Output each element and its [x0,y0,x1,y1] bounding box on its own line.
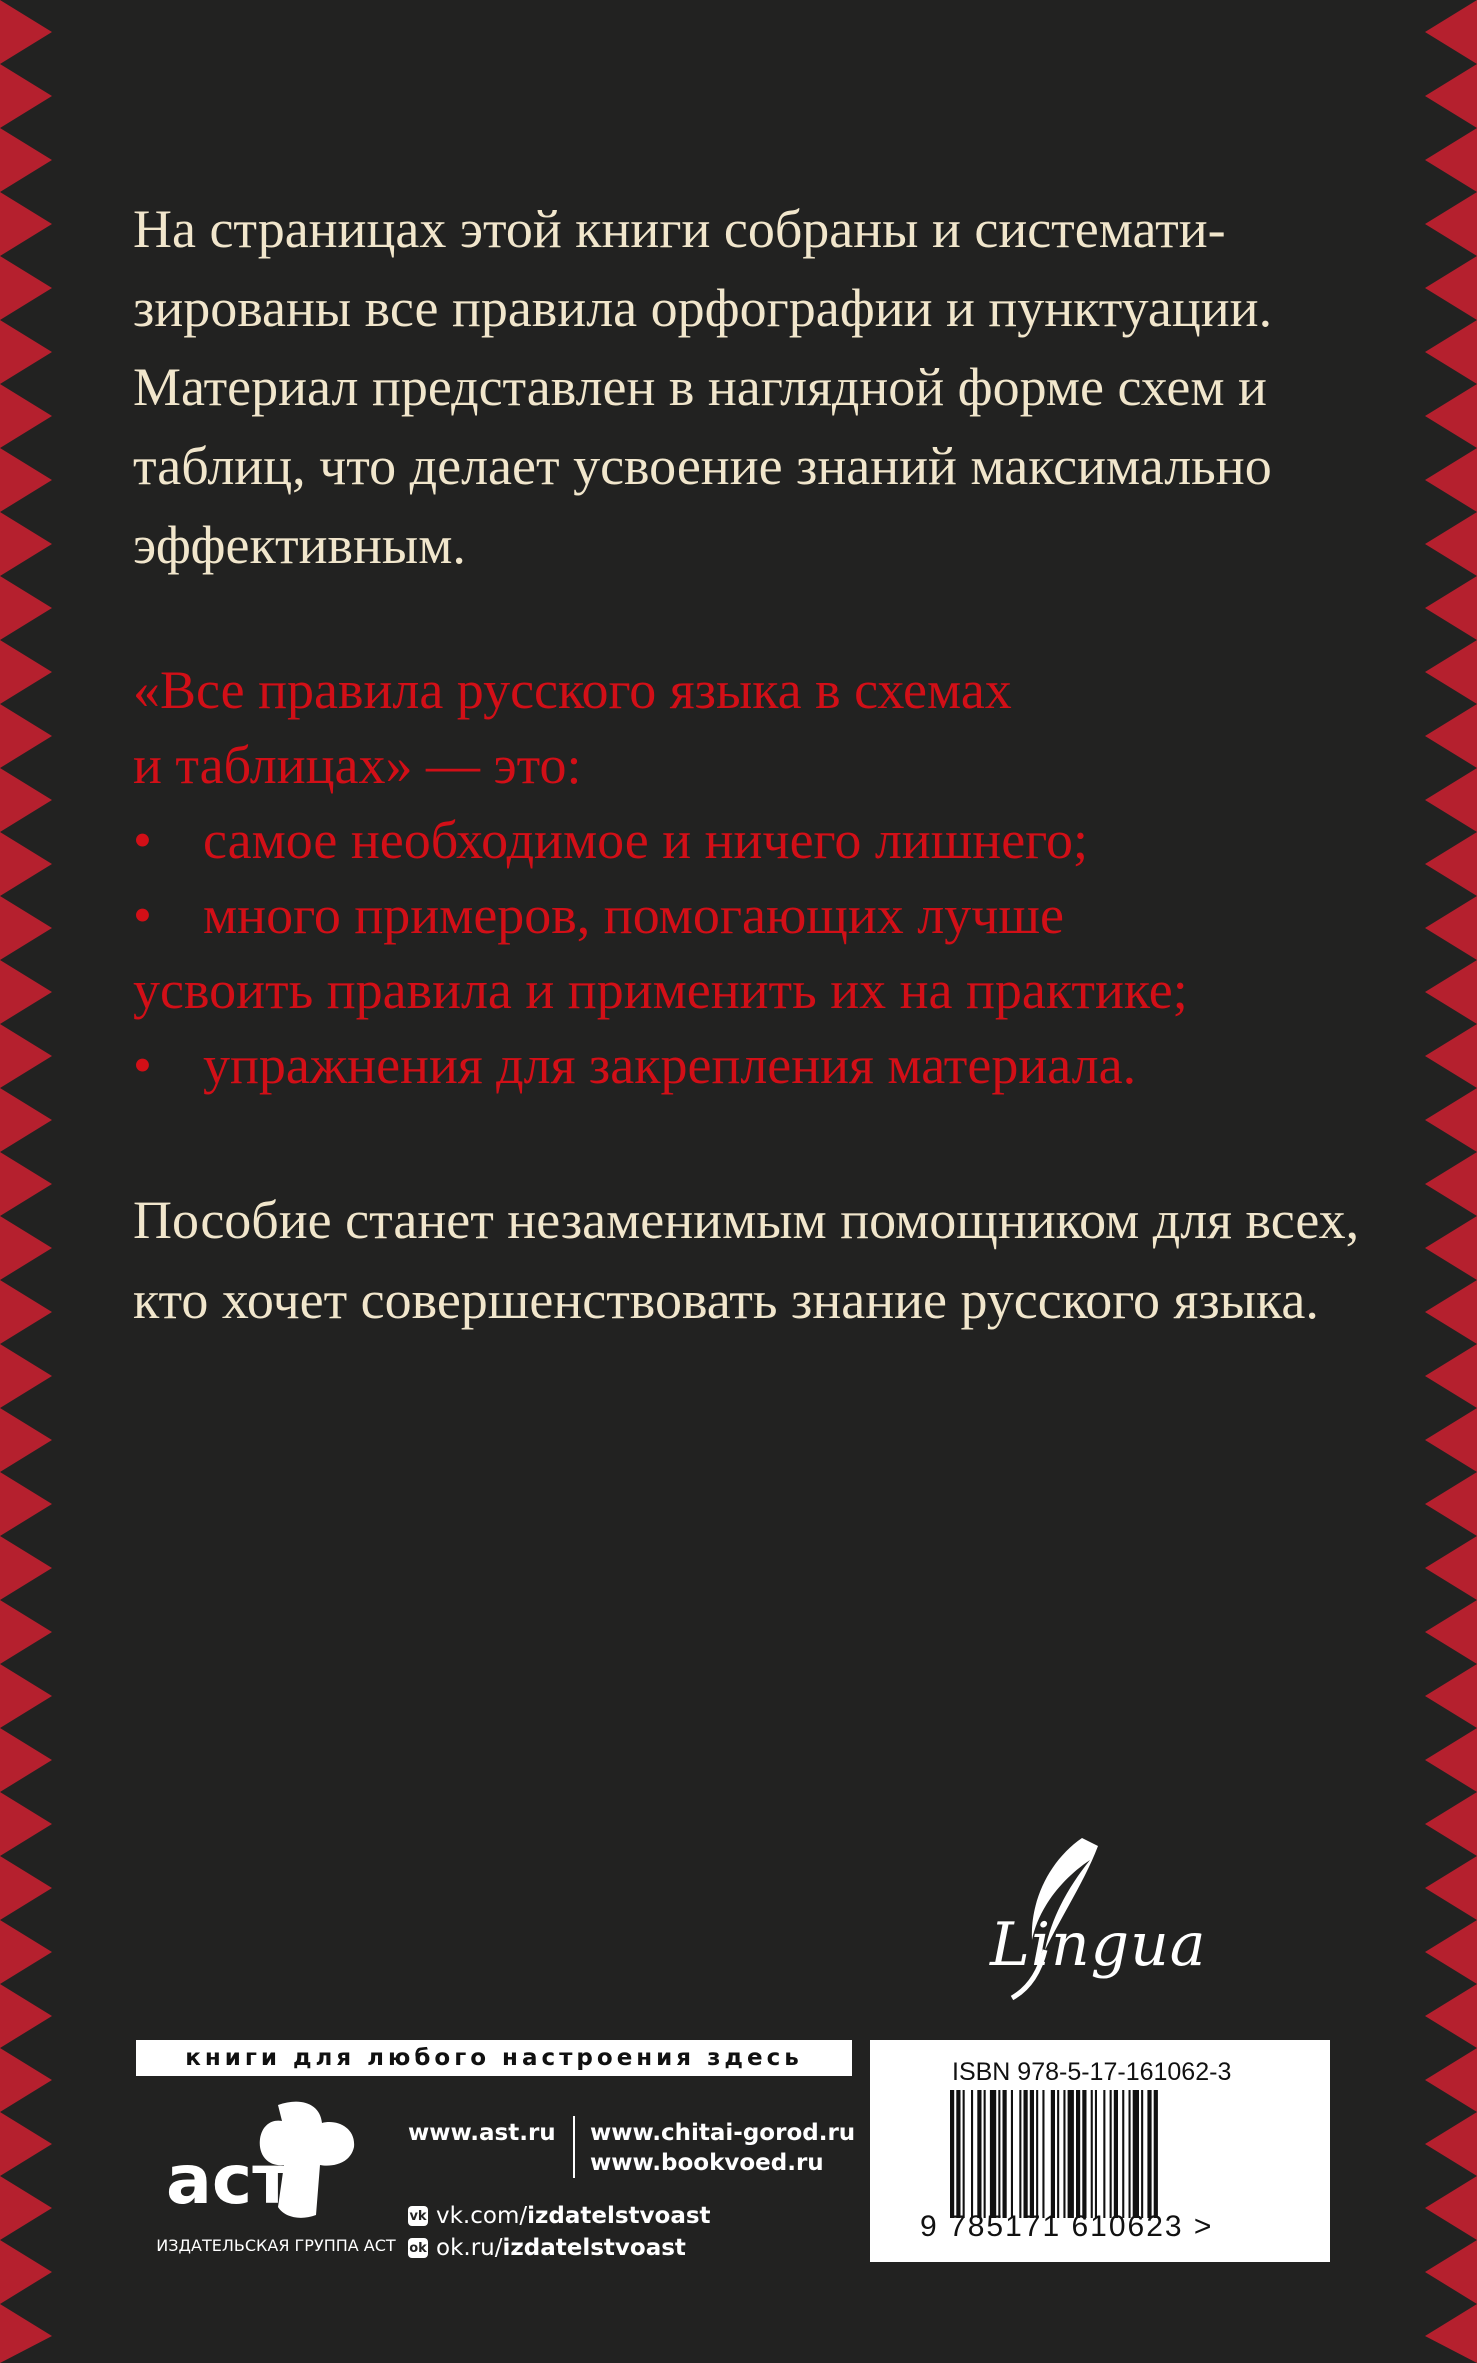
barcode-bar [1003,2090,1007,2218]
list-item: • упражнения для закрепления материала. [133,1028,1393,1103]
barcode-bar [950,2090,954,2218]
list-item: • самое необходимое и ничего лишнего; [133,803,1393,878]
barcode-bar [1063,2090,1065,2218]
description-line: Материал представлен в наглядной форме схем и [133,357,1267,417]
ok-link[interactable]: ok ok.ru/ izdatelstvoast [409,2235,686,2261]
features-intro: «Все правила русского языка в схемах [133,660,1012,720]
barcode-bar [1036,2090,1038,2218]
barcode-bar [1051,2090,1055,2218]
ok-icon: ok [408,2238,428,2258]
barcode-bar [1129,2090,1131,2218]
barcode-bar [1019,2090,1021,2218]
divider [573,2116,575,2178]
barcode-block [870,2040,1330,2262]
left-zigzag-border [0,0,60,2363]
barcode-bar [1068,2090,1074,2218]
barcode-bar [1011,2090,1013,2218]
barcode-bar [1154,2090,1158,2218]
barcode-bar [1122,2090,1124,2218]
barcode-bar [977,2090,981,2218]
bullet-icon: • [133,1035,152,1095]
closing-paragraph [133,1180,1393,1340]
barcode-digits: 9 785171 610623 > [920,2210,1214,2243]
barcode-bar [1042,2090,1044,2218]
features-list [133,653,1393,1103]
barcode-bar [1082,2090,1086,2218]
isbn-label: ISBN 978-5-17-161062-3 [952,2058,1232,2086]
closing-line: Пособие станет незаменимым помощником для всех, [133,1190,1360,1250]
features-intro: и таблицах» — это: [133,735,582,795]
list-item-continuation: усвоить правила и применить их на практике; [133,960,1188,1020]
description-line: На страницах этой книги собраны и системати- [133,199,1226,259]
description-line: эффективным. [133,515,466,575]
barcode-bar [956,2090,960,2218]
social-links [408,2200,711,2264]
barcode-bar [984,2090,986,2218]
bullet-icon: • [133,810,152,870]
publisher-tagline: книги для любого настроения здесь [136,2040,852,2076]
publisher-subtitle: ИЗДАТЕЛЬСКАЯ ГРУППА АСТ [156,2236,396,2255]
barcode-bar [1103,2090,1105,2218]
description-line: зированы все правила орфографии и пунктуации. [133,278,1273,338]
vk-link[interactable]: vk vk.com/ izdatelstvoast [409,2203,711,2229]
barcode-bar [1095,2090,1097,2218]
barcode-bar [1057,2090,1059,2218]
vk-icon: vk [408,2206,428,2226]
barcode-bar [1147,2090,1151,2218]
barcode-bars [950,2090,1240,2218]
description-line: таблиц, что делает усвоение знаний максимально [133,436,1272,496]
barcode-bar [1114,2090,1118,2218]
barcode-bar [990,2090,996,2218]
closing-line: кто хочет совершенствовать знание русского языка. [133,1270,1319,1330]
barcode-bar [1024,2090,1028,2218]
bullet-icon: • [133,885,152,945]
link-chitai-gorod[interactable]: www.chitai-gorod.ru [590,2120,856,2146]
lingua-logo-text: Lingua [990,1910,1207,1980]
barcode-bar [998,2090,1000,2218]
description-paragraph [133,190,1393,585]
barcode-bar [1091,2090,1093,2218]
barcode-bar [1133,2090,1139,2218]
barcode-bar [963,2090,965,2218]
barcode-bar [1076,2090,1080,2218]
list-item: • много примеров, помогающих лучше [133,878,1393,953]
link-bookvoed[interactable]: www.bookvoed.ru [590,2150,824,2176]
barcode-bar [1141,2090,1143,2218]
barcode-bar [1030,2090,1034,2218]
barcode-bar [971,2090,973,2218]
link-ast[interactable]: www.ast.ru [408,2120,556,2146]
ast-logo-icon [160,2095,360,2225]
ast-logo-text: аст [166,2141,292,2220]
right-zigzag-border [1417,0,1477,2363]
lingua-logo [990,1830,1230,2010]
barcode-bar [1110,2090,1112,2218]
